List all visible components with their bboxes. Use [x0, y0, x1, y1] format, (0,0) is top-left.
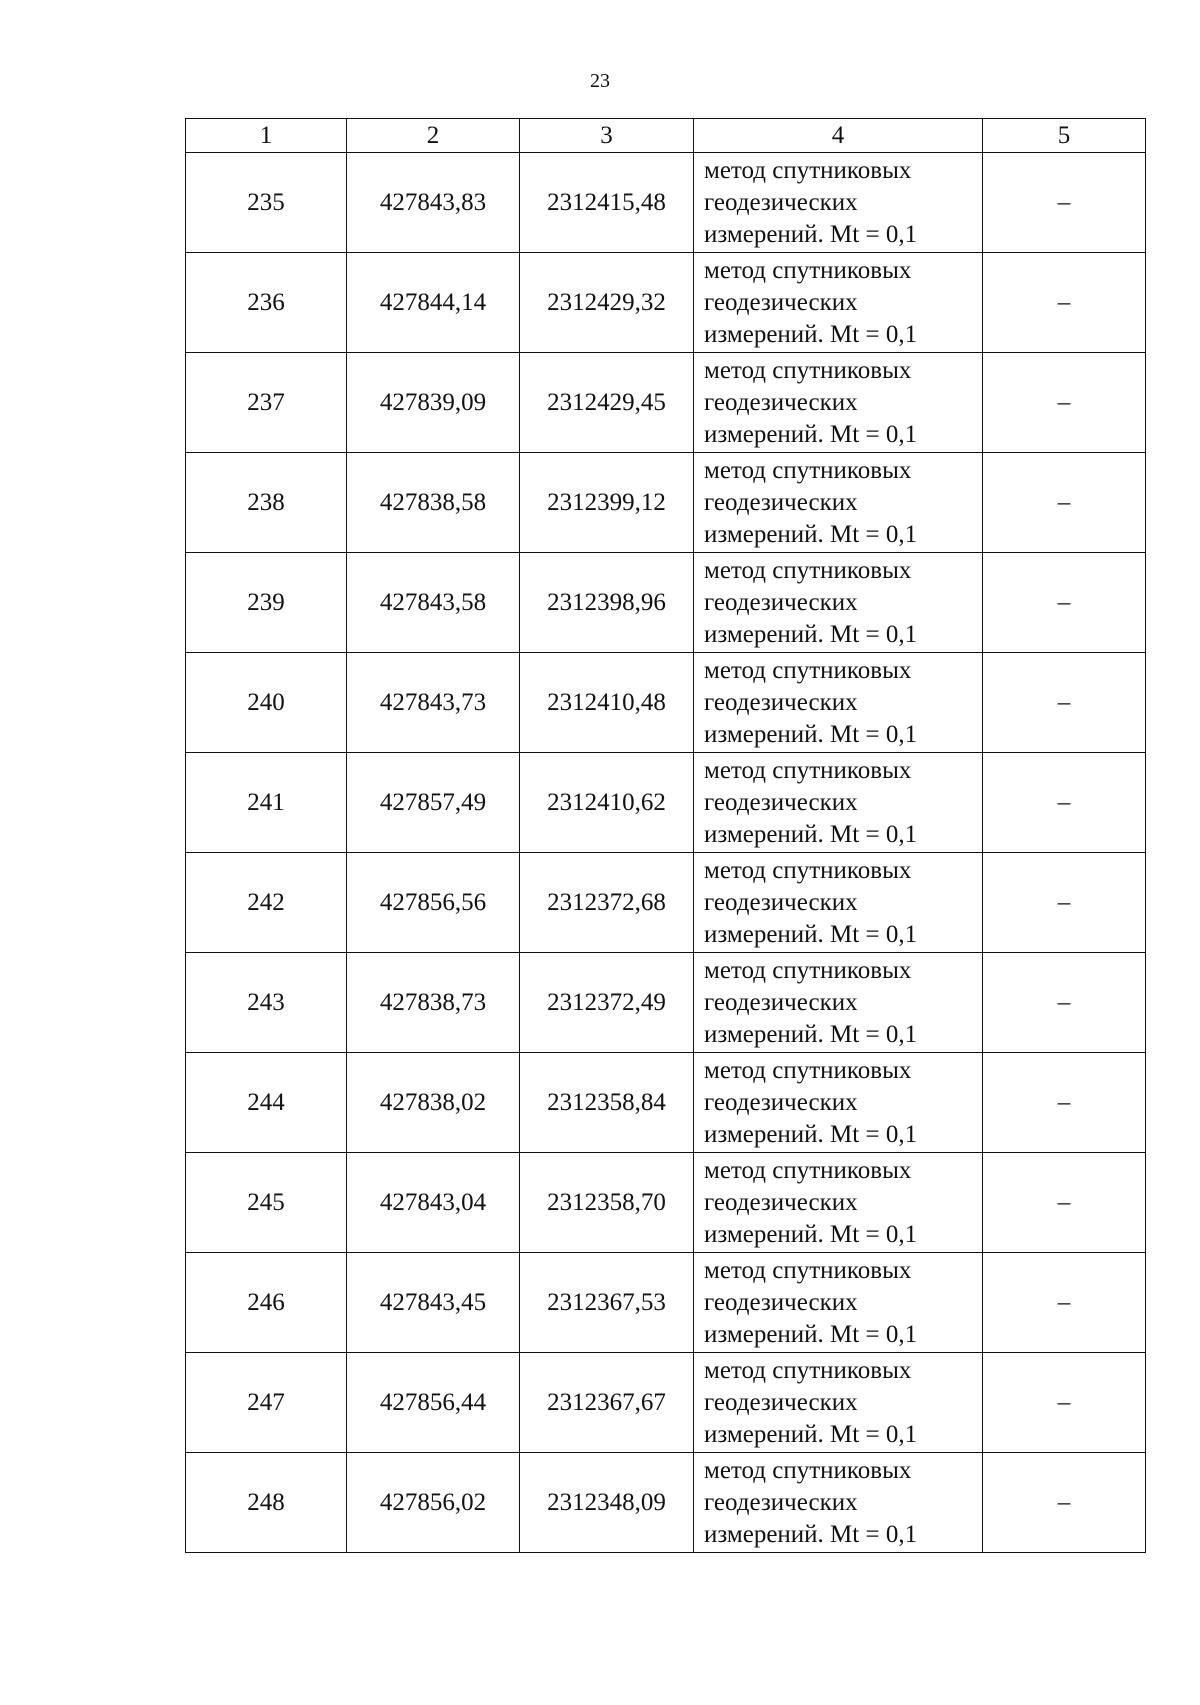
- method-line-3: измерений. Mt = 0,1: [704, 1420, 918, 1448]
- coord-y: 2312348,09: [520, 1453, 694, 1553]
- point-number: 245: [186, 1153, 347, 1253]
- method-cell: [694, 1053, 983, 1153]
- note-cell: –: [983, 853, 1146, 953]
- method-cell: [694, 553, 983, 653]
- table-row: [186, 1353, 1146, 1453]
- header-col-5: 5: [983, 119, 1146, 153]
- coord-y: 2312410,48: [520, 653, 694, 753]
- note-cell: –: [983, 653, 1146, 753]
- coord-x: 427843,83: [347, 153, 520, 253]
- method-line-1: метод спутниковых: [704, 156, 912, 184]
- coord-y: 2312367,53: [520, 1253, 694, 1353]
- table-row: [186, 1153, 1146, 1253]
- coord-x: 427838,73: [347, 953, 520, 1053]
- coord-x: 427857,49: [347, 753, 520, 853]
- point-number: 235: [186, 153, 347, 253]
- table-row: [186, 853, 1146, 953]
- method-line-2: геодезических: [704, 288, 858, 316]
- point-number: 240: [186, 653, 347, 753]
- coord-y: 2312372,49: [520, 953, 694, 1053]
- method-cell: [694, 653, 983, 753]
- note-cell: –: [983, 253, 1146, 353]
- table-row: [186, 253, 1146, 353]
- note-cell: –: [983, 1053, 1146, 1153]
- point-number: 237: [186, 353, 347, 453]
- coord-x: 427839,09: [347, 353, 520, 453]
- method-cell: [694, 1153, 983, 1253]
- method-line-2: геодезических: [704, 188, 858, 216]
- note-cell: –: [983, 353, 1146, 453]
- method-line-2: геодезических: [704, 488, 858, 516]
- method-line-3: измерений. Mt = 0,1: [704, 1020, 918, 1048]
- note-cell: –: [983, 753, 1146, 853]
- point-number: 246: [186, 1253, 347, 1353]
- header-row: [186, 119, 1146, 153]
- note-cell: –: [983, 153, 1146, 253]
- coordinates-table: [185, 118, 1146, 1553]
- method-cell: [694, 753, 983, 853]
- table-row: [186, 453, 1146, 553]
- method-line-2: геодезических: [704, 1188, 858, 1216]
- method-line-1: метод спутниковых: [704, 1156, 912, 1184]
- method-line-3: измерений. Mt = 0,1: [704, 620, 918, 648]
- note-cell: –: [983, 453, 1146, 553]
- method-line-3: измерений. Mt = 0,1: [704, 920, 918, 948]
- method-cell: [694, 953, 983, 1053]
- point-number: 247: [186, 1353, 347, 1453]
- method-line-2: геодезических: [704, 788, 858, 816]
- method-line-3: измерений. Mt = 0,1: [704, 520, 918, 548]
- method-line-1: метод спутниковых: [704, 756, 912, 784]
- header-col-2: 2: [347, 119, 520, 153]
- coord-x: 427844,14: [347, 253, 520, 353]
- method-line-2: геодезических: [704, 1288, 858, 1316]
- method-line-2: геодезических: [704, 388, 858, 416]
- method-cell: [694, 1253, 983, 1353]
- table-row: [186, 553, 1146, 653]
- method-line-1: метод спутниковых: [704, 356, 912, 384]
- table-body: [186, 153, 1146, 1553]
- method-cell: [694, 453, 983, 553]
- method-line-2: геодезических: [704, 588, 858, 616]
- method-line-3: измерений. Mt = 0,1: [704, 1120, 918, 1148]
- coord-y: 2312429,45: [520, 353, 694, 453]
- method-line-1: метод спутниковых: [704, 1456, 912, 1484]
- method-cell: [694, 153, 983, 253]
- coord-y: 2312358,70: [520, 1153, 694, 1253]
- method-line-2: геодезических: [704, 1388, 858, 1416]
- coord-x: 427856,56: [347, 853, 520, 953]
- method-line-1: метод спутниковых: [704, 1356, 912, 1384]
- point-number: 243: [186, 953, 347, 1053]
- point-number: 242: [186, 853, 347, 953]
- page-number: 23: [590, 70, 610, 92]
- method-line-3: измерений. Mt = 0,1: [704, 220, 918, 248]
- table-row: [186, 1453, 1146, 1553]
- method-line-3: измерений. Mt = 0,1: [704, 320, 918, 348]
- method-line-2: геодезических: [704, 1488, 858, 1516]
- coord-y: 2312410,62: [520, 753, 694, 853]
- note-cell: –: [983, 1453, 1146, 1553]
- table-row: [186, 353, 1146, 453]
- method-line-3: измерений. Mt = 0,1: [704, 1520, 918, 1548]
- note-cell: –: [983, 1153, 1146, 1253]
- header-col-3: 3: [520, 119, 694, 153]
- coord-y: 2312399,12: [520, 453, 694, 553]
- point-number: 248: [186, 1453, 347, 1553]
- method-line-2: геодезических: [704, 1088, 858, 1116]
- table-row: [186, 953, 1146, 1053]
- method-line-1: метод спутниковых: [704, 256, 912, 284]
- table-row: [186, 1253, 1146, 1353]
- header-col-1: 1: [186, 119, 347, 153]
- point-number: 241: [186, 753, 347, 853]
- method-line-3: измерений. Mt = 0,1: [704, 1220, 918, 1248]
- coord-x: 427856,02: [347, 1453, 520, 1553]
- coord-x: 427838,58: [347, 453, 520, 553]
- table-row: [186, 753, 1146, 853]
- method-line-1: метод спутниковых: [704, 1256, 912, 1284]
- method-line-1: метод спутниковых: [704, 856, 912, 884]
- method-line-1: метод спутниковых: [704, 956, 912, 984]
- method-line-2: геодезических: [704, 688, 858, 716]
- method-cell: [694, 353, 983, 453]
- coord-y: 2312398,96: [520, 553, 694, 653]
- note-cell: –: [983, 553, 1146, 653]
- coord-y: 2312372,68: [520, 853, 694, 953]
- point-number: 239: [186, 553, 347, 653]
- method-cell: [694, 853, 983, 953]
- point-number: 236: [186, 253, 347, 353]
- method-line-3: измерений. Mt = 0,1: [704, 820, 918, 848]
- method-line-2: геодезических: [704, 988, 858, 1016]
- method-line-1: метод спутниковых: [704, 456, 912, 484]
- coord-x: 427843,58: [347, 553, 520, 653]
- method-cell: [694, 1453, 983, 1553]
- header-col-4: 4: [694, 119, 983, 153]
- method-line-3: измерений. Mt = 0,1: [704, 1320, 918, 1348]
- coord-x: 427843,04: [347, 1153, 520, 1253]
- coord-x: 427843,73: [347, 653, 520, 753]
- method-line-3: измерений. Mt = 0,1: [704, 720, 918, 748]
- method-cell: [694, 253, 983, 353]
- note-cell: –: [983, 1353, 1146, 1453]
- coord-y: 2312415,48: [520, 153, 694, 253]
- coord-x: 427838,02: [347, 1053, 520, 1153]
- method-line-1: метод спутниковых: [704, 656, 912, 684]
- point-number: 238: [186, 453, 347, 553]
- table-header: [186, 119, 1146, 153]
- coord-y: 2312358,84: [520, 1053, 694, 1153]
- coord-y: 2312429,32: [520, 253, 694, 353]
- table-row: [186, 653, 1146, 753]
- table-row: [186, 153, 1146, 253]
- method-line-1: метод спутниковых: [704, 1056, 912, 1084]
- table-row: [186, 1053, 1146, 1153]
- coord-x: 427856,44: [347, 1353, 520, 1453]
- note-cell: –: [983, 953, 1146, 1053]
- method-line-2: геодезических: [704, 888, 858, 916]
- coord-x: 427843,45: [347, 1253, 520, 1353]
- point-number: 244: [186, 1053, 347, 1153]
- method-line-1: метод спутниковых: [704, 556, 912, 584]
- coord-y: 2312367,67: [520, 1353, 694, 1453]
- note-cell: –: [983, 1253, 1146, 1353]
- method-line-3: измерений. Mt = 0,1: [704, 420, 918, 448]
- method-cell: [694, 1353, 983, 1453]
